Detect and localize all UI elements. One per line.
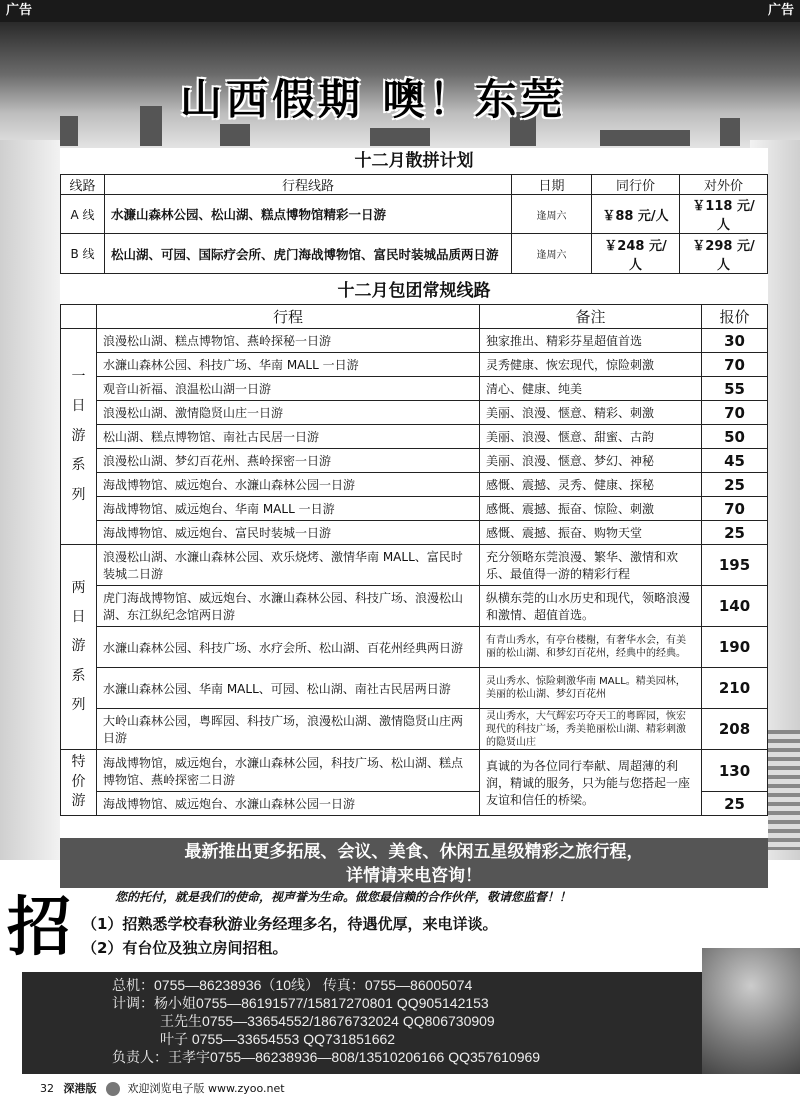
table-row: [61, 586, 768, 627]
series-char: 两: [71, 579, 86, 596]
trip: 水濂山森林公园、科技广场、水疗会所、松山湖、百花州经典两日游: [97, 627, 480, 668]
route: 松山湖、可园、国际疗会所、虎门海战博物馆、富民时装城品质两日游: [105, 234, 512, 274]
note: 独家推出、精彩芬星超值首选: [480, 329, 702, 353]
note: 有青山秀水，有亭台楼榭，有奢华水会，有美丽的松山湖、和梦幻百花州，经典中的经典。: [480, 627, 702, 668]
trip: 浪漫松山湖、梦幻百花州、燕岭探密一日游: [97, 449, 480, 473]
col-retail-price: 对外价: [680, 175, 768, 195]
note: 清心、健康、纯美: [480, 377, 702, 401]
table-row: [61, 329, 768, 353]
price: 50: [702, 425, 768, 449]
logo-icon: [106, 1082, 120, 1096]
table-row: [61, 401, 768, 425]
recruit-char: 招: [7, 890, 71, 965]
slogan-title: 山西假期 噢！东莞: [180, 75, 567, 124]
footer-site[interactable]: www.zyoo.net: [208, 1082, 285, 1095]
price: 30: [702, 329, 768, 353]
table-row: [61, 497, 768, 521]
table-row: [61, 195, 768, 234]
price: 70: [702, 401, 768, 425]
hero-banner: [0, 22, 800, 152]
col-line: 线路: [61, 175, 105, 195]
buddha-statue-image: [702, 948, 800, 1074]
edition: 深港版: [63, 1082, 97, 1095]
promo-line-2: 详情请来电咨询！: [346, 866, 482, 886]
promo-banner: [60, 838, 768, 888]
note: 美丽、浪漫、惬意、梦幻、神秘: [480, 449, 702, 473]
price: 55: [702, 377, 768, 401]
col-route: 行程线路: [105, 175, 512, 195]
note: 美丽、浪漫、惬意、甜蜜、古韵: [480, 425, 702, 449]
trip: 浪漫松山湖、糕点博物馆、燕岭探秘一日游: [97, 329, 480, 353]
note: 感慨、震撼、振奋、惊险、刺激: [480, 497, 702, 521]
note: 灵山秀水、惊险刺激华南 MALL。精美园林，美丽的松山湖、梦幻百花州: [480, 668, 702, 709]
table-row: [61, 750, 768, 792]
price: 190: [702, 627, 768, 668]
plan-table: [60, 174, 768, 274]
date: 逢周六: [512, 234, 592, 274]
schedule-card: [60, 148, 768, 838]
footer-text: 欢迎浏览电子版: [127, 1082, 205, 1095]
table-row: [61, 668, 768, 709]
price: 25: [702, 473, 768, 497]
contact-main: 总机：0755—86238936（10线） 传真：0755—86005074: [112, 977, 473, 993]
col-trip: 行程: [97, 305, 480, 329]
table-row: [61, 521, 768, 545]
contact-box: [22, 972, 702, 1074]
top-bar: [0, 0, 800, 22]
promo-line-1: 最新推出更多拓展、会议、美食、休闲五星级精彩之旅行程，: [184, 842, 644, 862]
retail-price: ￥118 元/人: [680, 195, 768, 234]
price: 25: [702, 521, 768, 545]
trip: 浪漫松山湖、水濂山森林公园、欢乐烧烤、激情华南 MALL、富民时装城二日游: [97, 545, 480, 586]
series-char: 价: [71, 773, 86, 790]
note: 美丽、浪漫、惬意、精彩、刺激: [480, 401, 702, 425]
table-row: [61, 627, 768, 668]
price: 70: [702, 497, 768, 521]
col-trade-price: 同行价: [592, 175, 680, 195]
series-label: [61, 750, 97, 816]
note: 感慨、震撼、灵秀、健康、探秘: [480, 473, 702, 497]
table-row: [61, 473, 768, 497]
note: 灵秀健康、恢宏现代，惊险刺激: [480, 353, 702, 377]
series-char: 系: [71, 667, 86, 684]
line-label: B 线: [61, 234, 105, 274]
col-series: [61, 305, 97, 329]
page-number: 32: [40, 1082, 54, 1095]
series-label: [61, 545, 97, 750]
price: 140: [702, 586, 768, 627]
trade-price: ￥248 元/人: [592, 234, 680, 274]
col-note: 备注: [480, 305, 702, 329]
trip: 松山湖、糕点博物馆、南社古民居一日游: [97, 425, 480, 449]
series-char: 游: [71, 638, 86, 655]
contact-dispatch: 计调：杨小姐0755—86191577/15817270801 QQ905142153: [112, 995, 489, 1011]
left-decoration: [0, 140, 60, 860]
trip: 海战博物馆、威远炮台、富民时装城一日游: [97, 521, 480, 545]
table-row: [61, 234, 768, 274]
charter-table: [60, 304, 768, 816]
series-char: 系: [71, 457, 86, 474]
price: 208: [702, 709, 768, 750]
recruit-item: （1）招熟悉学校春秋游业务经理多名，待遇优厚，来电详谈。: [82, 915, 498, 933]
series-char: 游: [71, 793, 86, 810]
note: 灵山秀水，大气辉宏巧夺天工的粤晖园，恢宏现代的科技广场，秀美艳丽松山湖、精彩刺激的隐贤山庄: [480, 709, 702, 750]
route: 水濂山森林公园、松山湖、糕点博物馆精彩一日游: [105, 195, 512, 234]
plan-title: 十二月散拼计划: [354, 151, 474, 171]
trip: 虎门海战博物馆、威远炮台、水濂山森林公园、科技广场、浪漫松山湖、东江纵纪念馆两日游: [97, 586, 480, 627]
trip: 海战博物馆、威远炮台、水濂山森林公园一日游: [97, 792, 480, 816]
line-label: A 线: [61, 195, 105, 234]
table-row: [61, 425, 768, 449]
contact-wang: 王先生0755—33654552/18676732024 QQ806730909: [160, 1013, 495, 1029]
series-char: 列: [71, 486, 86, 503]
price: 70: [702, 353, 768, 377]
retail-price: ￥298 元/人: [680, 234, 768, 274]
charter-header-row: [61, 305, 768, 329]
price: 210: [702, 668, 768, 709]
contact-yezi: 叶子 0755—33654553 QQ731851662: [160, 1031, 396, 1047]
table-row: [61, 449, 768, 473]
note: 充分领略东莞浪漫、繁华、激情和欢乐、最值得一游的精彩行程: [480, 545, 702, 586]
plan-header-row: [61, 175, 768, 195]
trip: 大岭山森林公园，粤晖园、科技广场，浪漫松山湖、激情隐贤山庄两日游: [97, 709, 480, 750]
date: 逢周六: [512, 195, 592, 234]
series-label: [61, 329, 97, 545]
note: 真诚的为各位同行奉献、周超薄的利润，精诚的服务，只为能与您搭起一座友谊和信任的桥梁。: [480, 750, 702, 816]
price: 25: [702, 792, 768, 816]
ad-label-right: 广告: [762, 0, 800, 22]
price: 130: [702, 750, 768, 792]
motto: 您的托付，就是我们的使命，视声誉为生命。做您最信赖的合作伙伴，敬请您监督！！: [115, 890, 572, 904]
trip: 海战博物馆，威远炮台，水濂山森林公园，科技广场、松山湖、糕点博物馆、燕岭探密二日游: [97, 750, 480, 792]
note: 感慨、震撼、振奋、购物天堂: [480, 521, 702, 545]
table-row: [61, 545, 768, 586]
table-row: [61, 377, 768, 401]
trip: 水濂山森林公园、华南 MALL、可园、松山湖、南社古民居两日游: [97, 668, 480, 709]
series-char: 列: [71, 697, 86, 714]
col-date: 日期: [512, 175, 592, 195]
contact-manager: 负责人：王孝宇0755—86238936—808/13510206166 QQ357610969: [112, 1049, 541, 1065]
trip: 观音山祈福、浪温松山湖一日游: [97, 377, 480, 401]
table-row: [61, 709, 768, 750]
trip: 海战博物馆、威远炮台、水濂山森林公园一日游: [97, 473, 480, 497]
table-row: [61, 353, 768, 377]
recruit-item: （2）有台位及独立房间招租。: [82, 939, 288, 957]
series-char: 特: [71, 754, 86, 771]
ad-label-left: 广告: [0, 0, 38, 22]
price: 45: [702, 449, 768, 473]
page-footer: [0, 1074, 800, 1100]
series-char: 日: [71, 398, 86, 415]
series-char: 一: [71, 369, 86, 386]
price: 195: [702, 545, 768, 586]
series-char: 日: [71, 608, 86, 625]
recruit-section: [82, 912, 497, 960]
series-char: 游: [71, 427, 86, 444]
charter-title: 十二月包团常规线路: [337, 281, 491, 301]
trip: 浪漫松山湖、激情隐贤山庄一日游: [97, 401, 480, 425]
note: 纵横东莞的山水历史和现代，领略浪漫和激情、超值首选。: [480, 586, 702, 627]
trip: 海战博物馆、威远炮台、华南 MALL 一日游: [97, 497, 480, 521]
col-price: 报价: [702, 305, 768, 329]
trip: 水濂山森林公园、科技广场、华南 MALL 一日游: [97, 353, 480, 377]
trade-price: ￥88 元/人: [592, 195, 680, 234]
